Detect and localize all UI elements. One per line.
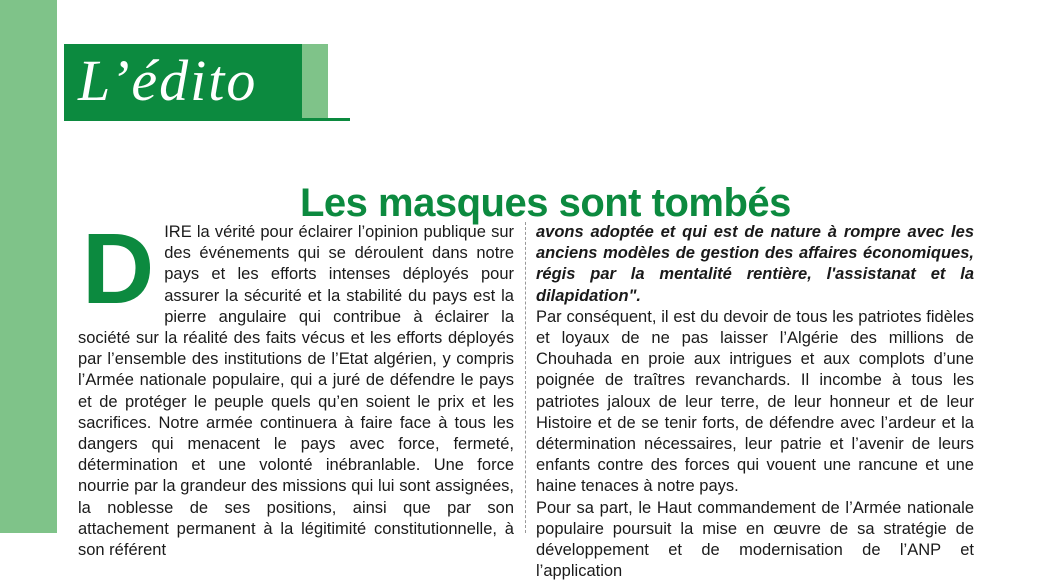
column1-text: IRE la vérité pour éclairer l’opinion publique sur des événements qui se déroulent dans notre pays et les efforts intenses déployés pour assurer la sécurité et la stabilité du pays est la pierre angulaire qui contribue à éclairer la société sur la réalité des faits vécus et les efforts déployés par l’ensemble des institutions de l’Etat algérien, y compris l’Armée nationale populaire, qui a juré de défendre le pays et de protéger le peuple quels qu’en soient le prix et les sacrifices. Notre armée continuera à faire face à tous les dangers qui menacent le pays avec force, fermeté, détermination et une volonté inébranlable. Une force nourrie par la grandeur des missions qui lui sont assignées, la noblesse de ses positions, ainsi que par son attachement permanent à la légitimité constitutionnelle, à son référent xyxy=(78,223,514,560)
drop-cap: D xyxy=(82,213,155,325)
article-column-2 xyxy=(536,222,974,582)
section-tab-accent xyxy=(302,44,328,118)
left-color-band xyxy=(0,0,57,533)
article-headline: Les masques sont tombés xyxy=(300,180,791,225)
column2-paragraph-2: Pour sa part, le Haut commandement de l’Armée nationale populaire poursuit la mise en œuvre de sa stratégie de développement et de modernisation de l’ANP et l’application xyxy=(536,498,974,581)
section-underline xyxy=(64,118,350,121)
quote-text: avons adoptée et qui est de nature à rompre avec les anciens modèles de gestion des affaires économiques, régis par la mentalité rentière, l'assistanat et la dilapidation". xyxy=(536,223,974,305)
article-column-1 xyxy=(78,213,514,561)
column-divider xyxy=(525,222,526,533)
section-label: L’édito xyxy=(78,48,258,113)
column2-paragraph-1: Par conséquent, il est du devoir de tous les patriotes fidèles et loyaux de ne pas laisser l’Algérie des millions de Chouhada en proie aux intrigues et aux complots d’une poignée de traîtres revanchards. Il incombe à tous les patriotes jaloux de leur terre, de leur honneur et de leur Histoire et de se tenir forts, de défendre avec l’ardeur et la détermination nécessaires, leur patrie et l’avenir de leurs enfants contre des forces qui vouent une rancune et une haine tenaces à notre pays. xyxy=(536,307,974,496)
